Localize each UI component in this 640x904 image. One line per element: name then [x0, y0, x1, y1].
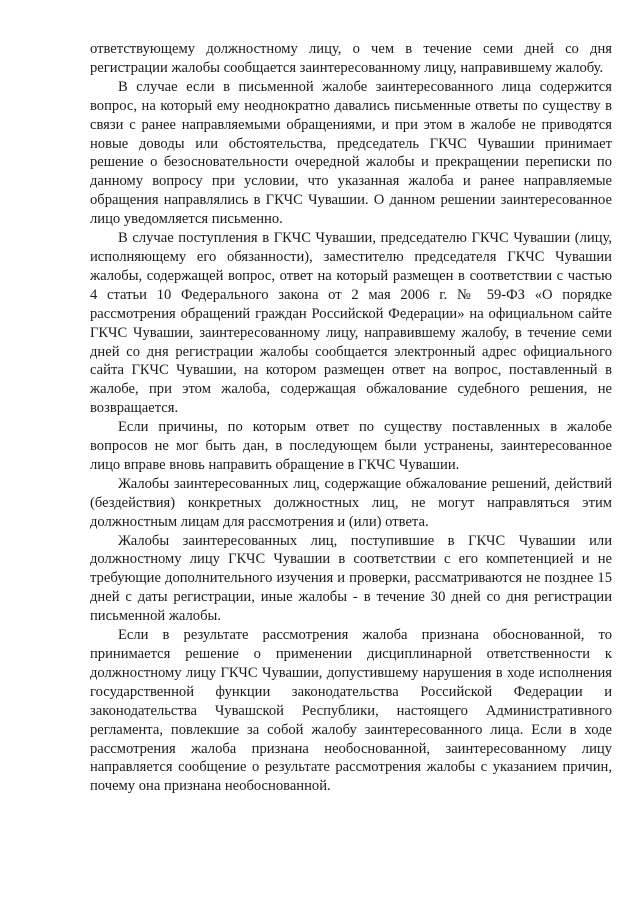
paragraph-answer-published-online: В случае поступления в ГКЧС Чувашии, председателю ГКЧС Чувашии (лицу, исполняющему его обязанности), заместителю председателя ГКЧС Чувашии жалобы, содержащей вопрос, ответ на который размещен в соответствии с частью 4 статьи 10 Федерального закона от 2 мая 2006 г. № 59-ФЗ «О порядке рассмотрения обращений граждан Российской Федерации» на официальном сайте ГКЧС Чувашии, заинтересованному лицу, направившему жалобу, в течение семи дней со дня регистрации жалобы сообщается электронный адрес официального сайта ГКЧС Чувашии, на котором размещен ответ на вопрос, поставленный в жалобе, при этом жалоба, содержащая обжалование судебного решения, не возвращается. — [90, 230, 612, 417]
document-page — [90, 40, 612, 796]
paragraph-repeated-questions: В случае если в письменной жалобе заинтересованного лица содержится вопрос, на который ему неоднократно давались письменные ответы по существу в связи с ранее направляемыми обращениями, и при этом в жалобе не приводятся новые доводы или обстоятельства, председатель ГКЧС Чувашии принимает решение о безосновательности очередной жалобы и прекращении переписки по данному вопросу при условии, что указанная жалоба и ранее направляемые обращения направлялись в ГКЧС Чувашии. О данном решении заинтересованное лицо уведомляется письменно. — [90, 78, 612, 228]
paragraph-complaints-against-officials: Жалобы заинтересованных лиц, содержащие обжалование решений, действий (бездействия) конкретных должностных лиц, не могут направляться этим должностным лицам для рассмотрения и (или) ответа. — [90, 475, 612, 530]
paragraph-review-deadlines: Жалобы заинтересованных лиц, поступившие в ГКЧС Чувашии или должностному лицу ГКЧС Чувашии в соответствии с его компетенцией и не требующие дополнительного изучения и проверки, рассматриваются не позднее 15 дней с даты регистрации, иные жалобы - в течение 30 дней со дня регистрации письменной жалобы. — [90, 532, 612, 625]
paragraph-reasons-eliminated: Если причины, по которым ответ по существу поставленных в жалобе вопросов не мог быть дан, в последующем были устранены, заинтересованное лицо вправе вновь направить обращение в ГКЧС Чувашии. — [90, 419, 612, 473]
paragraph-continuation: ответствующему должностному лицу, о чем в течение семи дней со дня регистрации жалобы сообщается заинтересованному лицу, направившему жалобу. — [90, 41, 612, 76]
paragraph-review-outcome: Если в результате рассмотрения жалоба признана обоснованной, то принимается решение о применении дисциплинарной ответственности к должностному лицу ГКЧС Чувашии, допустившему нарушения в ходе исполнения государственной функции законодательства Российской Федерации и законодательства Чувашской Республики, настоящего Административного регламента, повлекшие за собой жалобу заинтересованного лица. Если в ходе рассмотрения жалоба признана необоснованной, заинтересованному лицу направляется сообщение о результате рассмотрения жалобы с указанием причин, почему она признана необоснованной. — [90, 627, 612, 795]
